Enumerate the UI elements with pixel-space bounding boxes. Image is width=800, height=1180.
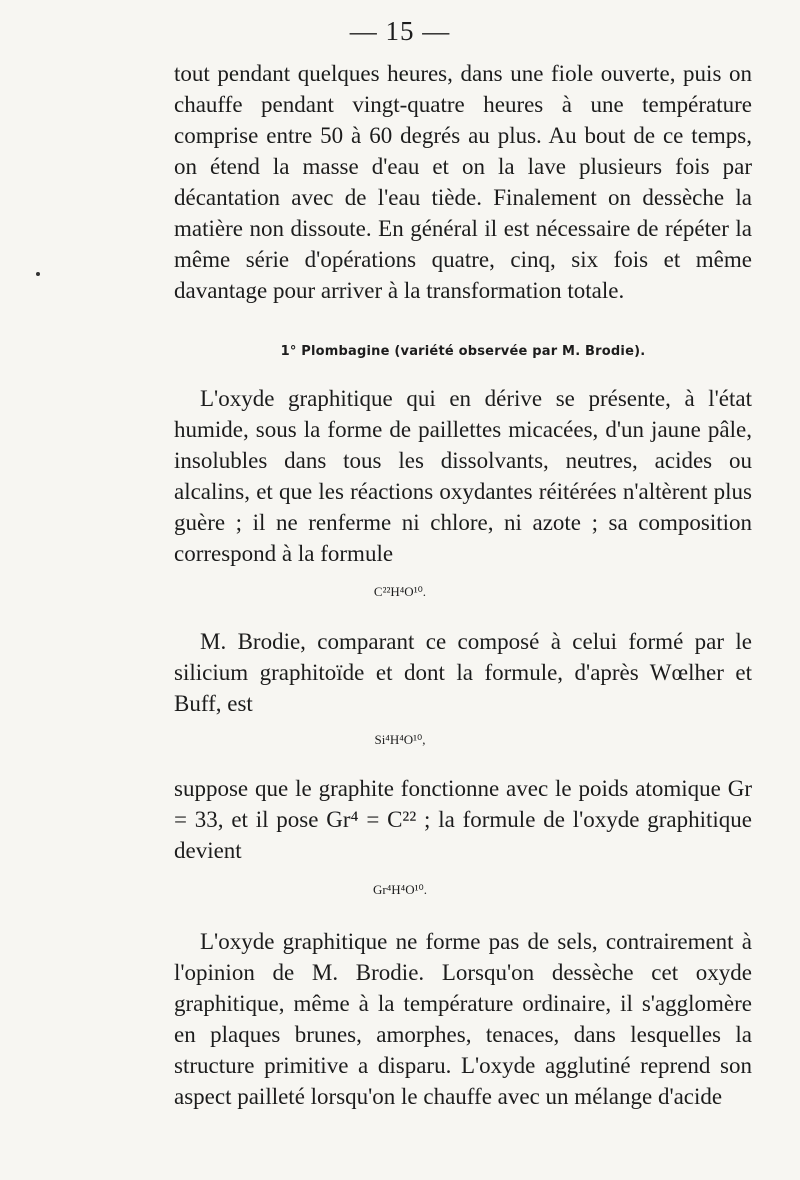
paragraph-2: L'oxyde graphitique qui en dérive se présente, à l'état humide, sous la forme de paillettes micacées, d'un jaune pâle, insolubles dans tous les dissolvants, neutres, acides ou alcalins, et que les réactions oxydantes réitérées n'altèrent plus guère ; il ne renferme ni chlore, ni azote ; sa composition correspond à la formule [174, 386, 752, 566]
formula-3: Gr⁴H⁴O¹⁰. [373, 882, 427, 897]
paragraph-1: tout pendant quelques heures, dans une fiole ouverte, puis on chauffe pendant vingt-quatre heures à une température comprise entre 50 à 60 degrés au plus. Au bout de ce temps, on étend la masse d'eau et on la lave plusieurs fois par décantation avec de l'eau tiède. Finalement on dessèche la matière non dissoute. En général il est nécessaire de répéter la même série d'opérations quatre, cinq, six fois et même davantage pour arriver à la transformation totale. [174, 61, 752, 303]
paragraph-5: L'oxyde graphitique ne forme pas de sels, contrairement à l'opinion de M. Brodie. Lorsqu'on dessèche cet oxyde graphitique, même à la température ordinaire, il s'agglomère en plaques brunes, amorphes, tenaces, dans lesquelles la structure primitive a disparu. L'oxyde agglutiné reprend son aspect pailleté lorsqu'on le chauffe avec un mélange d'acide [174, 929, 752, 1109]
paragraph-3: M. Brodie, comparant ce composé à celui formé par le silicium graphitoïde et dont la formule, d'après Wœlher et Buff, est [174, 629, 752, 716]
page-number: — 15 — [349, 16, 451, 46]
paragraph-4: suppose que le graphite fonctionne avec le poids atomique Gr = 33, et il pose Gr⁴ = C²² ; la formule de l'oxyde graphitique devient [174, 776, 752, 863]
formula-2: Si⁴H⁴O¹⁰, [374, 732, 426, 747]
section-heading: 1° Plombagine (variété observée par M. Brodie). [280, 344, 646, 359]
stray-dot [36, 272, 40, 276]
formula-1: C²²H⁴O¹⁰. [373, 584, 427, 599]
